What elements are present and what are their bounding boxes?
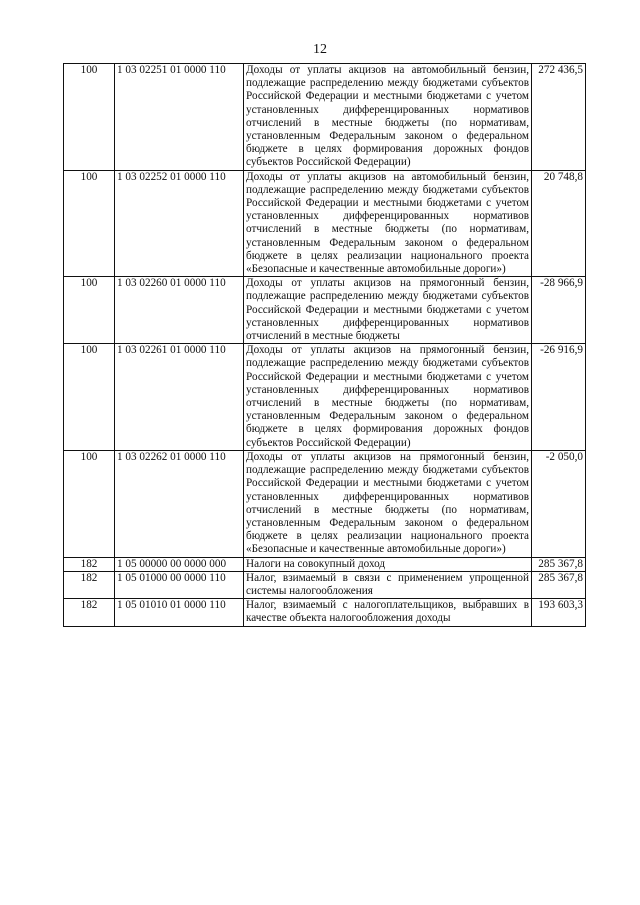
amount-cell: 285 367,8 <box>532 557 586 571</box>
amount-cell: -26 916,9 <box>532 344 586 451</box>
amount-cell: 285 367,8 <box>532 571 586 598</box>
amount-cell: 20 748,8 <box>532 170 586 277</box>
amount-cell: 193 603,3 <box>532 599 586 626</box>
budget-classification-code-cell: 1 03 02261 01 0000 110 <box>115 344 244 451</box>
admin-code-cell: 100 <box>64 64 115 171</box>
revenue-name-cell: Доходы от уплаты акцизов на прямогонный бензин, подлежащие распределению между бюджетами субъектов Российской Федерации и местными бюджетами с учетом установленных дифференцированных нормативов отчислений в местные бюджеты (по нормативам, установленным Федеральным законом о федеральном бюджете в целях реализации национального проекта «Безопасные и качественные автомобильные дороги») <box>244 450 532 557</box>
revenue-name-cell: Налоги на совокупный доход <box>244 557 532 571</box>
table-row <box>64 571 586 598</box>
table-row <box>64 599 586 626</box>
budget-classification-code-cell: 1 03 02262 01 0000 110 <box>115 450 244 557</box>
table-row <box>64 557 586 571</box>
table-row <box>64 450 586 557</box>
admin-code-cell: 182 <box>64 557 115 571</box>
admin-code-cell: 182 <box>64 571 115 598</box>
amount-cell: 272 436,5 <box>532 64 586 171</box>
table-row <box>64 64 586 171</box>
revenue-name-cell: Налог, взимаемый с налогоплательщиков, выбравших в качестве объекта налогообложения доходы <box>244 599 532 626</box>
budget-classification-code-cell: 1 05 01000 00 0000 110 <box>115 571 244 598</box>
admin-code-cell: 100 <box>64 450 115 557</box>
revenue-name-cell: Налог, взимаемый в связи с применением упрощенной системы налогообложения <box>244 571 532 598</box>
revenue-name-cell: Доходы от уплаты акцизов на прямогонный бензин, подлежащие распределению между бюджетами субъектов Российской Федерации и местными бюджетами с учетом установленных дифференцированных нормативов отчислений в местные бюджеты <box>244 277 532 344</box>
budget-classification-code-cell: 1 03 02252 01 0000 110 <box>115 170 244 277</box>
budget-classification-code-cell: 1 05 01010 01 0000 110 <box>115 599 244 626</box>
revenue-name-cell: Доходы от уплаты акцизов на автомобильный бензин, подлежащие распределению между бюджетами субъектов Российской Федерации и местными бюджетами с учетом установленных дифференцированных нормативов отчислений в местные бюджеты (по нормативам, установленным Федеральным законом о федеральном бюджете в целях формирования дорожных фондов субъектов Российской Федерации) <box>244 64 532 171</box>
table-row <box>64 277 586 344</box>
revenue-name-cell: Доходы от уплаты акцизов на автомобильный бензин, подлежащие распределению между бюджетами субъектов Российской Федерации и местными бюджетами с учетом установленных дифференцированных нормативов отчислений в местные бюджеты (по нормативам, установленным Федеральным законом о федеральном бюджете в целях реализации национального проекта «Безопасные и качественные автомобильные дороги») <box>244 170 532 277</box>
budget-classification-code-cell: 1 03 02260 01 0000 110 <box>115 277 244 344</box>
budget-classification-code-cell: 1 03 02251 01 0000 110 <box>115 64 244 171</box>
admin-code-cell: 100 <box>64 277 115 344</box>
admin-code-cell: 100 <box>64 170 115 277</box>
revenue-name-cell: Доходы от уплаты акцизов на прямогонный бензин, подлежащие распределению между бюджетами субъектов Российской Федерации и местными бюджетами с учетом установленных дифференцированных нормативов отчислений в местные бюджеты (по нормативам, установленным Федеральным законом о федеральном бюджете в целях формирования дорожных фондов субъектов Российской Федерации) <box>244 344 532 451</box>
admin-code-cell: 182 <box>64 599 115 626</box>
amount-cell: -2 050,0 <box>532 450 586 557</box>
table-row <box>64 344 586 451</box>
admin-code-cell: 100 <box>64 344 115 451</box>
amount-cell: -28 966,9 <box>532 277 586 344</box>
page-number: 12 <box>313 42 327 57</box>
table-row <box>64 170 586 277</box>
budget-revenue-table <box>63 63 586 627</box>
budget-classification-code-cell: 1 05 00000 00 0000 000 <box>115 557 244 571</box>
